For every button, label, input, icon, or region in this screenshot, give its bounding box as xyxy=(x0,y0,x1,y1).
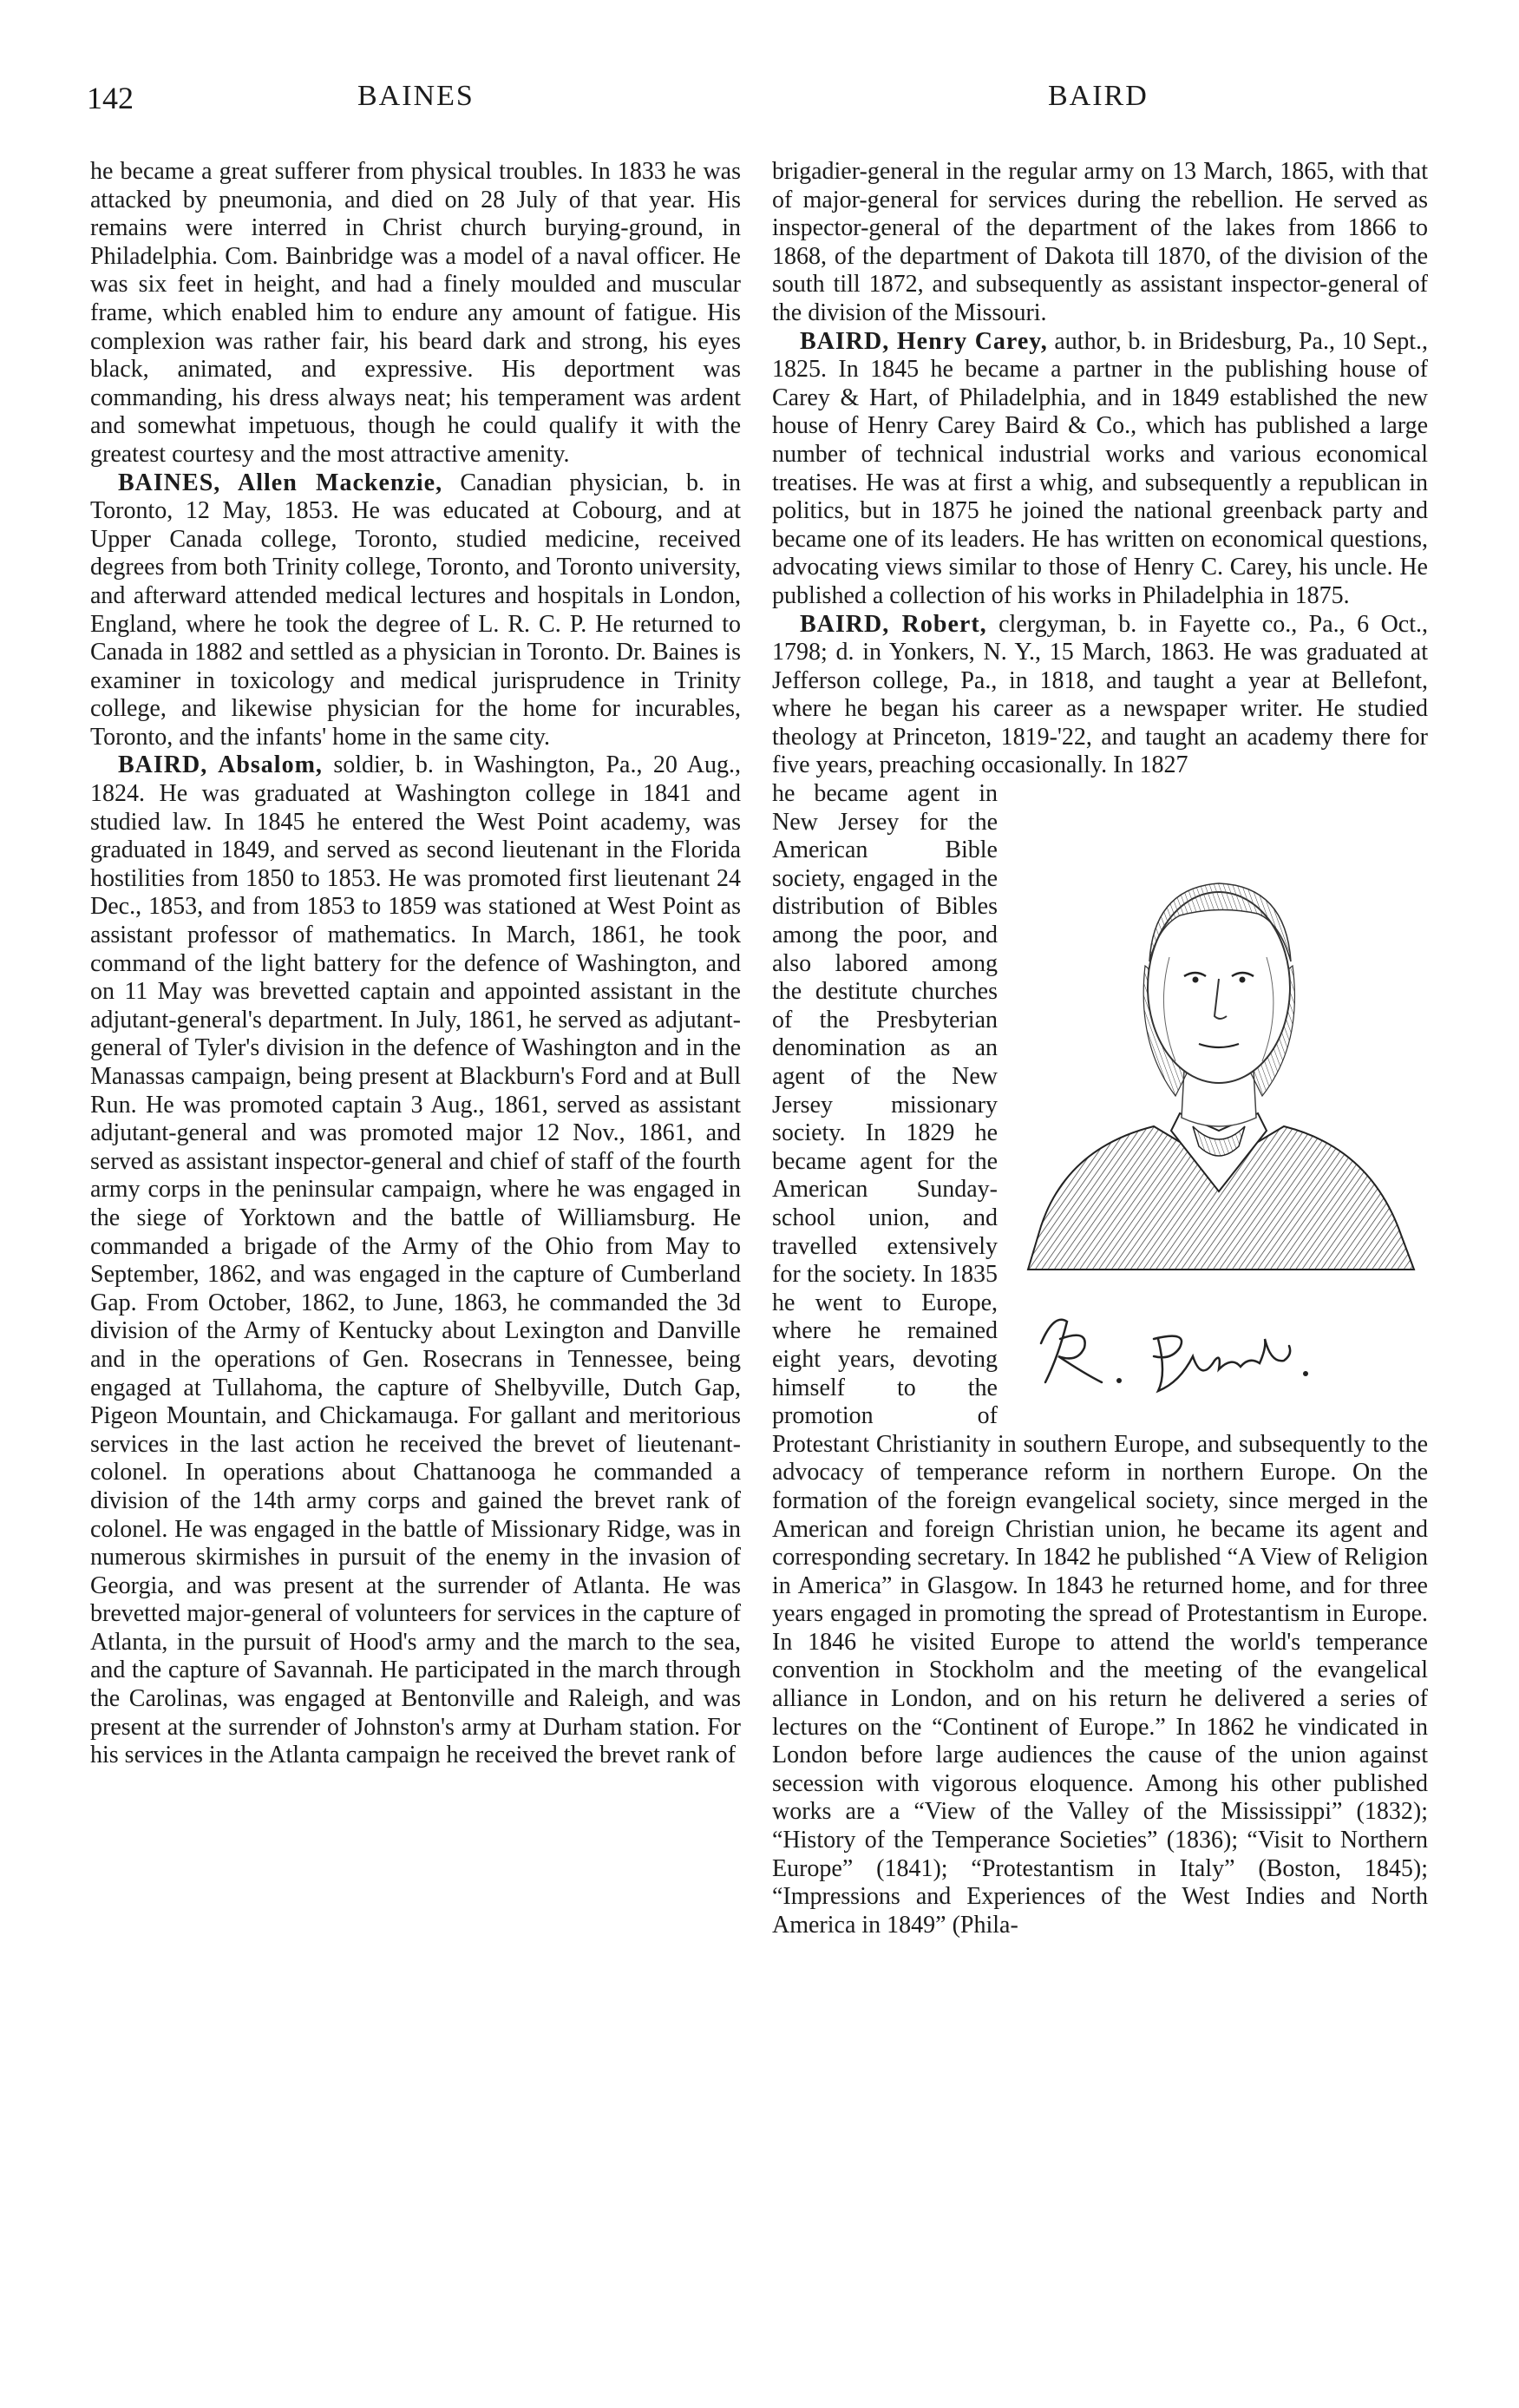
robert-baird-portrait xyxy=(1006,784,1431,1404)
entry-body: author, b. in Bridesburg, Pa., 10 Sept., 1825. In 1845 he became a partner in the publishing house of Carey & Hart, of Philadelphia, and in 1849 established the new house of Henry Carey Baird & Co., which has published a large number of technical industrial works and various economical treatises. He was at first a whig, and subsequently a republican in politics, but in 1875 he joined the national greenback party and became one of its leaders. He has written on economical questions, advocating views similar to those of Henry C. Carey, his uncle. He published a collection of his works in Philadelphia in 1875. xyxy=(772,327,1429,609)
entry-headword: BAIRD, Robert, xyxy=(800,610,987,638)
left-column xyxy=(90,158,741,1770)
entry-baird-robert xyxy=(772,611,1428,781)
entry-headword: BAIRD, Henry Carey, xyxy=(800,327,1048,355)
page-number: 142 xyxy=(87,81,134,115)
entry-headword: BAIRD, Absalom, xyxy=(118,751,323,779)
entry-body: clergyman, b. in Fayette co., Pa., 6 Oct., 1798; d. in Yonkers, N. Y., 15 March, 1863. He was graduated at Jefferson college, Pa., in 1818, and taught a year at Bellefont, where he began his career as a newspaper writer. He studied theology at Princeton, 1819-'22, and taught an academy there for five years, preaching occasionally. In 1827 xyxy=(772,610,1428,779)
bainbridge-continuation-paragraph: he became a great sufferer from physical troubles. In 1833 he was attacked by pneumonia, and died on 28 July of that year. His remains were interred in Christ church burying-ground, in Philadelphia. Com. Bainbridge was a model of a naval officer. He was six feet in height, and had a finely moulded and muscular frame, which enabled him to endure any amount of fatigue. His complexion was rather fair, his beard dark and strong, his eyes black, animated, and expressive. His deportment was commanding, his dress always neat; his temperament was ardent and somewhat impetuous, though he could qualify it with the greatest courtesy and the most attractive amenity. xyxy=(90,158,741,468)
right-column xyxy=(772,158,1428,1939)
right-running-head: BAIRD xyxy=(1048,80,1149,112)
entry-baines-allen xyxy=(90,469,741,752)
entry-baird-absalom xyxy=(90,751,741,1769)
entry-baird-henry-carey xyxy=(772,328,1428,611)
left-running-head: BAINES xyxy=(357,80,475,112)
portrait-engraving xyxy=(1006,784,1431,1404)
entry-body: Canadian physician, b. in Toronto, 12 May, 1853. He was educated at Cobourg, and at Upper Canada college, Toronto, studied medicine, received degrees from both Trinity college, Toronto, and Toronto university, and afterward attended medical lectures and hospitals in London, England, where he took the degree of L. R. C. P. He returned to Canada in 1882 and settled as a physician in Toronto. Dr. Baines is examiner in toxicology and medical jurisprudence in Trinity college, and likewise physician for the home for incurables, Toronto, and the infants' home in the same city. xyxy=(90,469,742,751)
entry-headword: BAINES, Allen Mackenzie, xyxy=(118,469,443,496)
robert-baird-continuation: he became agent in New Jersey for the American Bible society, engaged in the distribution of Bibles among the poor, and also labored among the destitute churches of the Presbyterian denomination as an agent of the New Jersey missionary society. In 1829 he became agent for the American Sunday-school union, and travelled extensively for the society. In 1835 he went to Europe, where he remained eight years, devoting himself to the promotion of Protestant Christianity in southern Europe, and subsequently to the advocacy of temperance reform in northern Europe. On the formation of the foreign evangelical society, since merged in the American and foreign Christian union, he became its agent and corresponding secretary. In 1842 he published “A View of Religion in America” in Glasgow. In 1843 he returned home, and for three years engaged in promoting the spread of Protestantism in Europe. In 1846 he visited Europe to attend the world's temperance convention in Stockholm and the meeting of the evangelical alliance in London, and on his return he delivered a series of lectures on the “Continent of Europe.” In 1862 he vindicated in London before large audiences the cause of the union against secession with vigorous eloquence. Among his other published works are a “View of the Valley of the Mississippi” (1832); “History of the Temperance Societies” (1836); “Visit to Northern Europe” (1841); “Protestantism in Italy” (Boston, 1845); “Impressions and Experiences of the West Indies and North America in 1849” (Phila- xyxy=(772,780,1428,1939)
entry-body: soldier, b. in Washington, Pa., 20 Aug., 1824. He was graduated at Washington college in 1841 and studied law. In 1845 he entered the West Point academy, was graduated in 1849, and served as second lieutenant in the Florida hostilities from 1850 to 1853. He was promoted first lieutenant 24 Dec., 1853, and from 1853 to 1859 was stationed at West Point as assistant professor of mathematics. In March, 1861, he took command of the light battery for the defence of Washington, and on 11 May was brevetted captain and appointed assistant in the adjutant-general's department. In July, 1861, he served as adjutant-general of Tyler's division in the defence of Washington and in the Manassas campaign, being present at Blackburn's Ford and at Bull Run. He was promoted captain 3 Aug., 1861, served as assistant adjutant-general and was promoted major 12 Nov., 1861, and served as assistant inspector-general and chief of staff of the fourth army corps in the peninsular campaign, where he was engaged in the siege of Yorktown and the battle of Williamsburg. He commanded a brigade of the Army of the Ohio from May to September, 1862, and was engaged in the capture of Cumberland Gap. From October, 1862, to June, 1863, he commanded the 3d division of the Army of Kentucky about Lexington and Danville and in the operations of Gen. Rosecrans in Tennessee, being engaged at Tullahoma, the capture of Shelbyville, Dutch Gap, Pigeon Mountain, and Chickamauga. For gallant and meritorious services in the last action he received the brevet of lieutenant-colonel. In operations about Chattanooga he commanded a division of the 14th army corps and gained the brevet rank of colonel. He was engaged in the battle of Missionary Ridge, was in numerous skirmishes in pursuit of the enemy in the invasion of Georgia, and was present at the surrender of Atlanta. He was brevetted major-general of volunteers for services in the capture of Atlanta, in the pursuit of Hood's army and the march to the sea, and the capture of Savannah. He participated in the march through the Carolinas, was engaged at Bentonville and Raleigh, and was present at the surrender of Johnston's army at Durham station. For his services in the Atlanta campaign he received the brevet rank of xyxy=(90,751,742,1769)
absalom-continuation-paragraph: brigadier-general in the regular army on 13 March, 1865, with that of major-general for services during the rebellion. He served as inspector-general of the department of the lakes from 1866 to 1868, of the department of Dakota till 1870, of the division of the south till 1872, and subsequently as assistant inspector-general of the division of the Missouri. xyxy=(772,158,1428,326)
